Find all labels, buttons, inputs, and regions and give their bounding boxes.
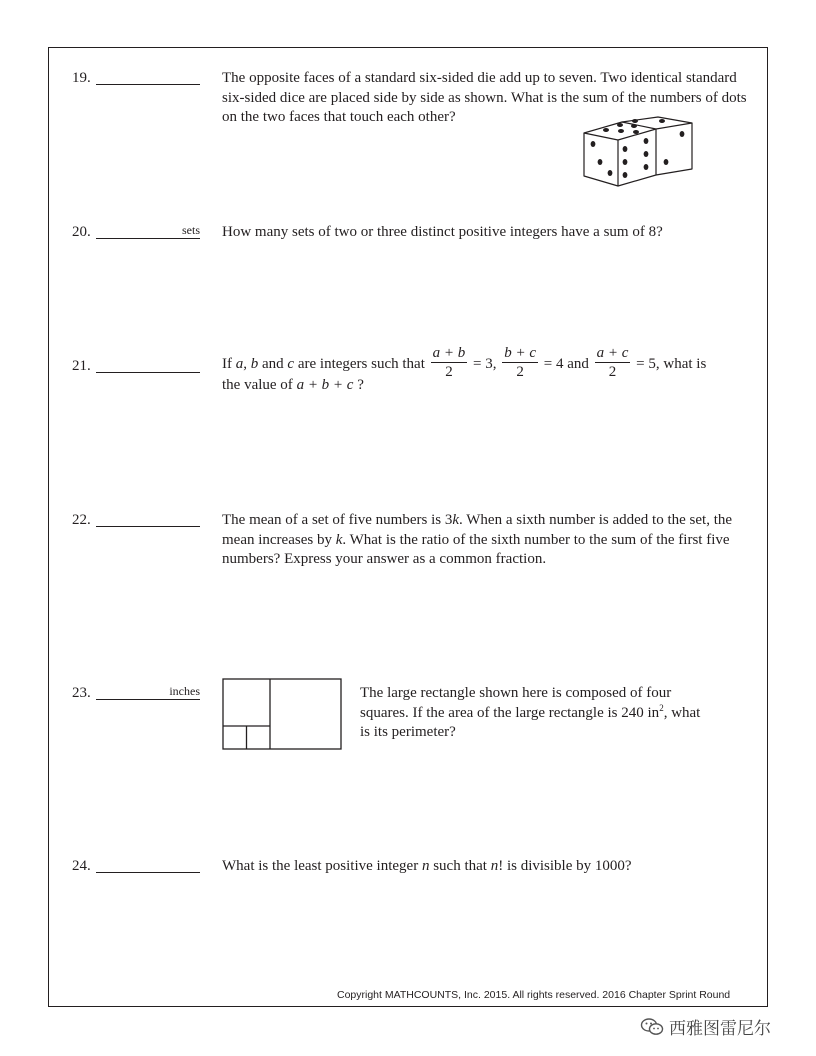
fraction: $\frac{b + c}{2}$	[504, 345, 536, 381]
problem-21	[72, 345, 752, 407]
watermark	[640, 1014, 771, 1039]
problem-number: 22.	[72, 512, 91, 528]
problem-text: If a, b and c are integers such that $\frac{a + b}{2}$ = 3, $\frac{b + c}{2}$ = 4 and $\frac{a + c}{2}$ = 5, what is the value of a + b + c ?	[222, 345, 707, 393]
problem-number: 19.	[72, 70, 91, 86]
problem-number: 21.	[72, 358, 91, 374]
answer-blank[interactable]	[96, 223, 200, 239]
problem-text: The large rectangle shown here is composed of four squares. If the area of the large rectangle is 240 $in^2$, what is its perimeter?	[360, 685, 701, 740]
answer-blank[interactable]	[96, 69, 200, 85]
fraction: $\frac{a + b}{2}$	[432, 345, 466, 381]
problem-number: 23.	[72, 685, 91, 701]
answer-blank[interactable]	[96, 684, 200, 700]
problem-number: 20.	[72, 224, 91, 240]
problem-22	[72, 511, 752, 571]
problem-24	[72, 857, 752, 881]
problem-23	[72, 684, 752, 754]
unit-label: inches	[169, 684, 200, 698]
rectangle-squares-figure	[222, 678, 344, 751]
unit-label: sets	[182, 223, 200, 237]
problem-number: 24.	[72, 858, 91, 874]
answer-blank[interactable]	[96, 357, 200, 373]
problem-text: The opposite faces of a standard six-sided die add up to seven. Two identical standard six-sided dice are placed side by side as shown. What is the sum of the numbers of dots on the two faces that touch each other?	[222, 70, 747, 125]
answer-blank[interactable]	[96, 511, 200, 527]
problem-text: What is the least positive integer n such that n! is divisible by 1000?	[222, 858, 632, 874]
answer-blank[interactable]	[96, 857, 200, 873]
copyright-footer: Copyright MATHCOUNTS, Inc. 2015. All rights reserved. 2016 Chapter Sprint Round	[337, 989, 731, 1001]
problem-20	[72, 223, 752, 247]
dice-figure	[582, 116, 698, 188]
fraction: $\frac{a + c}{2}$	[596, 345, 629, 381]
problem-text: The mean of a set of five numbers is 3k. When a sixth number is added to the set, the mean increases by k. What is the ratio of the sixth number to the sum of the first five numbers? Express your answer as a common fraction.	[222, 512, 733, 567]
watermark-text: 西雅图雷尼尔	[669, 1019, 771, 1039]
problem-19	[72, 69, 752, 189]
problem-text: How many sets of two or three distinct positive integers have a sum of 8?	[222, 224, 663, 240]
wechat-icon	[640, 1017, 664, 1037]
